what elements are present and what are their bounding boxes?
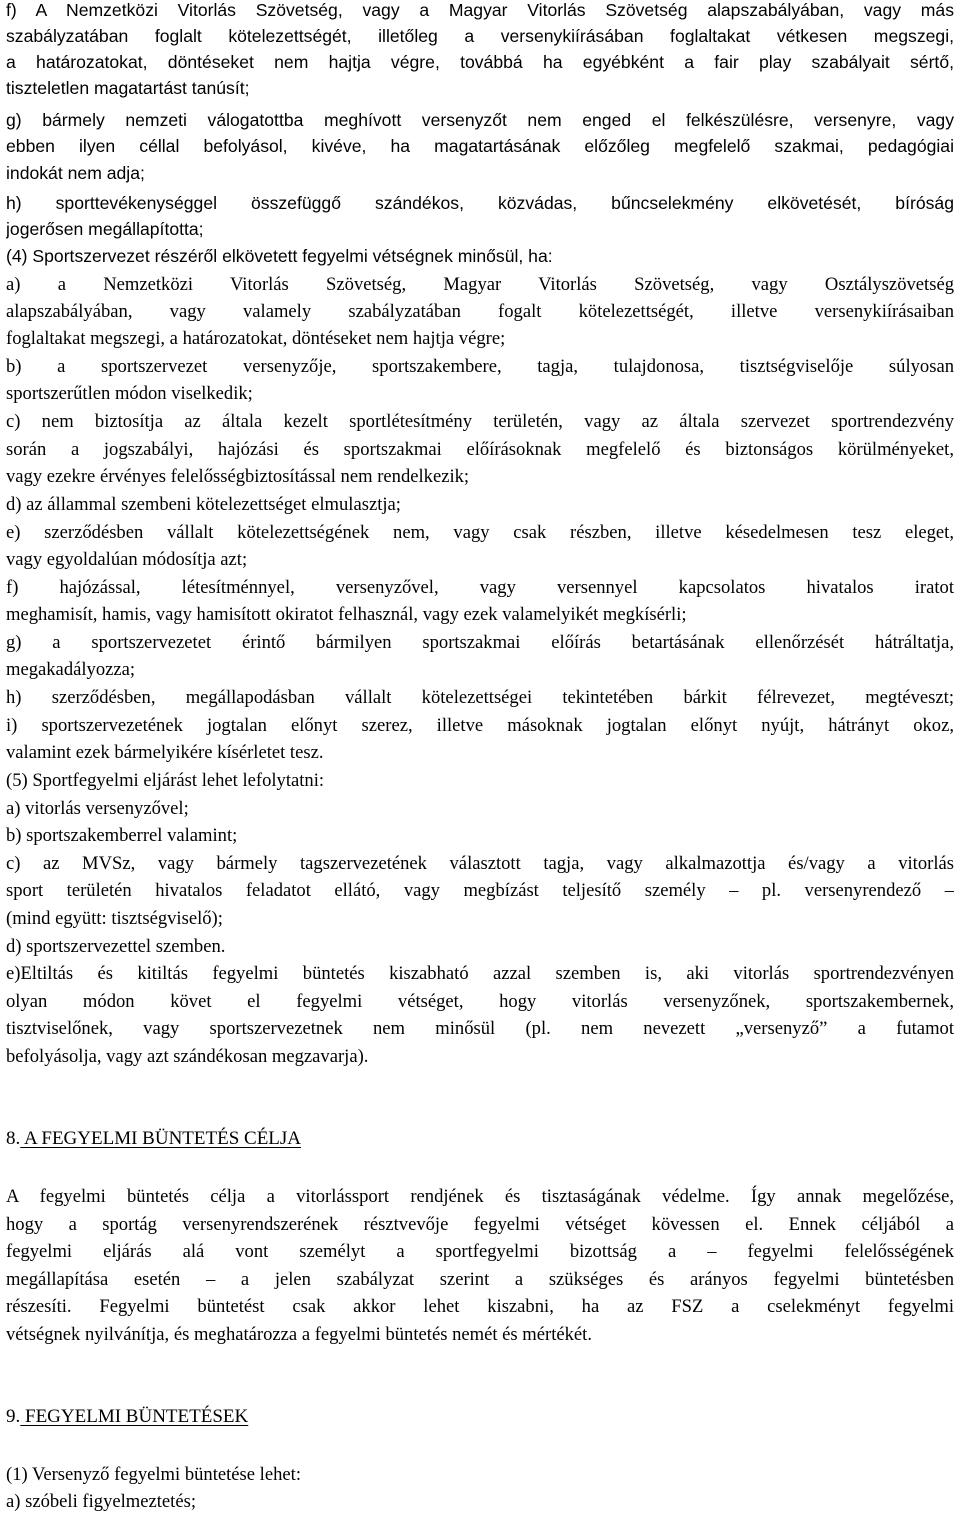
text-line: d) sportszervezettel szemben. (6, 936, 226, 957)
section-number: 9. (6, 1406, 21, 1427)
section-heading-8 (6, 1126, 954, 1152)
text-line: tisztviselőnek, vagy sportszervezetnek nem minősül (pl. nem nevezett „versenyző” a futamot (6, 1018, 954, 1039)
text-line: a) vitorlás versenyzővel; (6, 798, 189, 819)
text-line: tiszteletlen magatartást tanúsít; (6, 78, 250, 98)
text-line: a) a Nemzetközi Vitorlás Szövetség, Magyar Vitorlás Szövetség, vagy Osztályszövetség (6, 274, 954, 295)
text-line: c) az MVSz, vagy bármely tagszervezetének választott tagja, vagy alkalmazottja és/vagy a vitorlás (6, 853, 954, 874)
text-line: megállapítása esetén – a jelen szabályzat szerint a szükséges és arányos fegyelmi büntetésben (6, 1269, 954, 1290)
text-line: i) sportszervezetének jogtalan előnyt szerez, illetve másoknak jogtalan előnyt nyújt, hátrányt okoz, (6, 715, 954, 736)
text-line: f) hajózással, létesítménnyel, versenyzővel, vagy versennyel kapcsolatos hivatalos iratot (6, 577, 954, 598)
text-line: hogy a sportág versenyrendszerének résztvevője fegyelmi vétséget kövessen el. Ennek céljából a (6, 1214, 954, 1235)
text-line: b) sportszakemberrel valamint; (6, 825, 238, 846)
text-line: valamint ezek bármelyikére kísérletet tesz. (6, 742, 324, 763)
section-title: FEGYELMI BÜNTETÉSEK (20, 1406, 249, 1427)
text-line: g) a sportszervezetet érintő bármilyen sportszakmai előírás betartásának ellenőrzését hátráltatja, (6, 632, 954, 653)
text-line: (mind együtt: tisztségviselő); (6, 908, 223, 929)
text-line: jogerősen megállapította; (6, 219, 204, 239)
text-line: ebben ilyen céllal befolyásol, kivéve, ha magatartásának előzőleg megfelelő szakmai, pedagógiai (6, 136, 954, 156)
text-line: megakadályozza; (6, 659, 136, 680)
text-line: (4) Sportszervezet részéről elkövetett fegyelmi vétségnek minősül, ha: (6, 246, 553, 266)
text-line: indokát nem adja; (6, 163, 145, 183)
text-line: olyan módon követ el fegyelmi vétséget, hogy vitorlás versenyzőnek, sportszakembernek, (6, 991, 954, 1012)
text-line: e)Eltiltás és kitiltás fegyelmi büntetés kiszabható azzal szemben is, aki vitorlás sportrendezvényen (6, 963, 954, 984)
text-line: g) bármely nemzeti válogatottba meghívott versenyzőt nem enged el felkészülésre, versenyre, vagy (6, 110, 954, 130)
text-line: vagy egyoldalúan módosítja azt; (6, 549, 248, 570)
text-line: h) sporttevékenységgel összefüggő szándékos, közvádas, bűncselekmény elkövetését, bíróság (6, 193, 954, 213)
text-line: alapszabályában, vagy valamely szabályzatában fogalt kötelezettségét, illetve versenykiírásaiban (6, 301, 954, 322)
text-line: részesíti. Fegyelmi büntetést csak akkor lehet kiszabni, ha az FSZ a cselekményt fegyelmi (6, 1296, 954, 1317)
text-line: (1) Versenyző fegyelmi büntetése lehet: (6, 1464, 301, 1485)
text-line: sportszerűtlen módon viselkedik; (6, 383, 253, 404)
text-line: során a jogszabályi, hajózási és sportszakmai előírásoknak megfelelő és biztonságos körülményeket, (6, 439, 954, 460)
text-line: meghamisít, hamis, vagy hamisított okiratot felhasznál, vagy ezek valamelyikét megkísérli; (6, 604, 687, 625)
text-line: foglaltakat megszegi, a határozatokat, döntéseket nem hajtja végre; (6, 328, 506, 349)
text-line: b) a sportszervezet versenyzője, sportszakembere, tagja, tulajdonosa, tisztségviselője súlyosan (6, 356, 954, 377)
text-line: c) nem biztosítja az általa kezelt sportlétesítmény területén, vagy az általa szervezet sportrendezvény (6, 411, 954, 432)
text-line: befolyásolja, vagy azt szándékosan megzavarja). (6, 1046, 369, 1067)
text-line: d) az állammal szembeni kötelezettséget elmulasztja; (6, 494, 401, 515)
text-line: f) A Nemzetközi Vitorlás Szövetség, vagy a Magyar Vitorlás Szövetség alapszabályában, vagy más (6, 0, 954, 20)
text-line: A fegyelmi büntetés célja a vitorlássport rendjének és tisztaságának védelme. Így annak megelőzése, (6, 1186, 954, 1207)
text-line: szabályzatában foglalt kötelezettségét, illetőleg a versenykiírásában foglaltakat vétkesen megszegi, (6, 26, 954, 46)
section-heading-9 (6, 1404, 954, 1430)
text-line: (5) Sportfegyelmi eljárást lehet lefolytatni: (6, 770, 325, 791)
text-line: vétségnek nyilvánítja, és meghatározza a fegyelmi büntetés nemét és mértékét. (6, 1324, 592, 1345)
text-line: fegyelmi eljárás alá vont személyt a sportfegyelmi bizottság a – fegyelmi felelősségének (6, 1241, 954, 1262)
text-line: h) szerződésben, megállapodásban vállalt kötelezettségei tekintetében bárkit félrevezet, megtéveszt; (6, 687, 954, 708)
text-line: a) szóbeli figyelmeztetés; (6, 1491, 196, 1512)
section-number: 8. (6, 1128, 21, 1149)
section-title: A FEGYELMI BÜNTETÉS CÉLJA (20, 1128, 302, 1149)
text-line: sport területén hivatalos feladatot ellátó, vagy megbízást teljesítő személy – pl. versenyrendező – (6, 880, 954, 901)
text-line: a határozatokat, döntéseket nem hajtja végre, továbbá ha egyébként a fair play szabályait sértő, (6, 52, 954, 72)
text-line: e) szerződésben vállalt kötelezettségének nem, vagy csak részben, illetve késedelmesen tesz eleget, (6, 522, 954, 543)
text-line: vagy ezekre érvényes felelősségbiztosítással nem rendelkezik; (6, 466, 470, 487)
